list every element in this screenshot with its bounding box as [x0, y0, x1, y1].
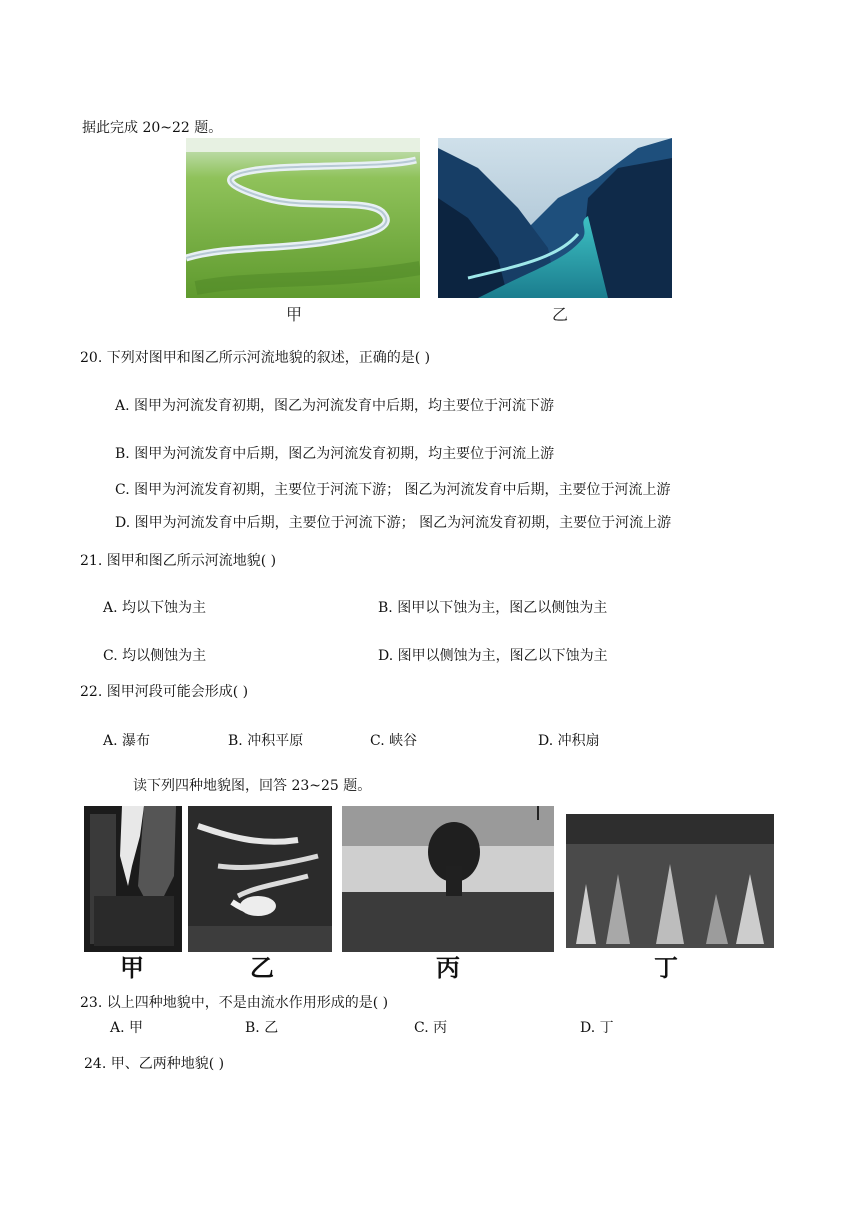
question-22-option-b: B. 冲积平原 [228, 733, 304, 749]
question-23-stem: 23. 以上四种地貌中，不是由流水作用形成的是( ) [80, 995, 389, 1011]
question-21-option-c: C. 均以侧蚀为主 [103, 648, 207, 664]
question-21-option-b: B. 图甲以下蚀为主，图乙以侧蚀为主 [378, 600, 608, 616]
figure1-caption-yi: 乙 [552, 305, 569, 324]
question-21-option-a: A. 均以下蚀为主 [103, 600, 207, 616]
question-20-option-a: A. 图甲为河流发育初期，图乙为河流发育中后期，均主要位于河流下游 [115, 398, 555, 414]
figure2-caption-jia: 甲 [120, 954, 144, 982]
question-22-option-a: A. 瀑布 [103, 733, 151, 749]
question-20-option-c: C. 图甲为河流发育初期，主要位于河流下游； 图乙为河流发育中后期，主要位于河流上游 [115, 482, 671, 498]
gorge-photo [438, 138, 672, 298]
figure2-caption-bing: 丙 [436, 954, 460, 982]
figure2-caption-ding: 丁 [654, 954, 678, 982]
landform-photo-bing [342, 806, 554, 952]
question-24-stem: 24. 甲、乙两种地貌( ) [84, 1056, 225, 1072]
figure-river-landforms [186, 138, 674, 328]
question-21-option-d: D. 图甲以侧蚀为主，图乙以下蚀为主 [378, 648, 608, 664]
intro-text-2: 读下列四种地貌图，回答 23~25 题。 [133, 778, 372, 794]
figure1-caption-jia: 甲 [286, 305, 303, 324]
landform-photo-ding [566, 814, 774, 948]
question-23-option-a: A. 甲 [110, 1020, 144, 1036]
question-20-option-b: B. 图甲为河流发育中后期，图乙为河流发育初期，均主要位于河流上游 [115, 446, 555, 462]
question-22-option-c: C. 峡谷 [370, 733, 418, 749]
figure2-caption-yi: 乙 [250, 954, 274, 982]
meander-photo [186, 138, 420, 298]
question-20-stem: 20. 下列对图甲和图乙所示河流地貌的叙述，正确的是( ) [80, 350, 431, 366]
question-22-stem: 22. 图甲河段可能会形成( ) [80, 684, 249, 700]
question-23-option-b: B. 乙 [245, 1020, 279, 1036]
question-23-option-d: D. 丁 [580, 1020, 614, 1036]
question-20-option-d: D. 图甲为河流发育中后期，主要位于河流下游； 图乙为河流发育初期，主要位于河流上游 [115, 515, 672, 531]
question-22-option-d: D. 冲积扇 [538, 733, 600, 749]
question-21-stem: 21. 图甲和图乙所示河流地貌( ) [80, 553, 277, 569]
question-23-option-c: C. 丙 [414, 1020, 448, 1036]
figure-four-landforms [84, 800, 778, 982]
landform-photo-yi [188, 806, 332, 952]
landform-photo-jia [84, 806, 182, 952]
intro-text: 据此完成 20~22 题。 [82, 120, 223, 136]
